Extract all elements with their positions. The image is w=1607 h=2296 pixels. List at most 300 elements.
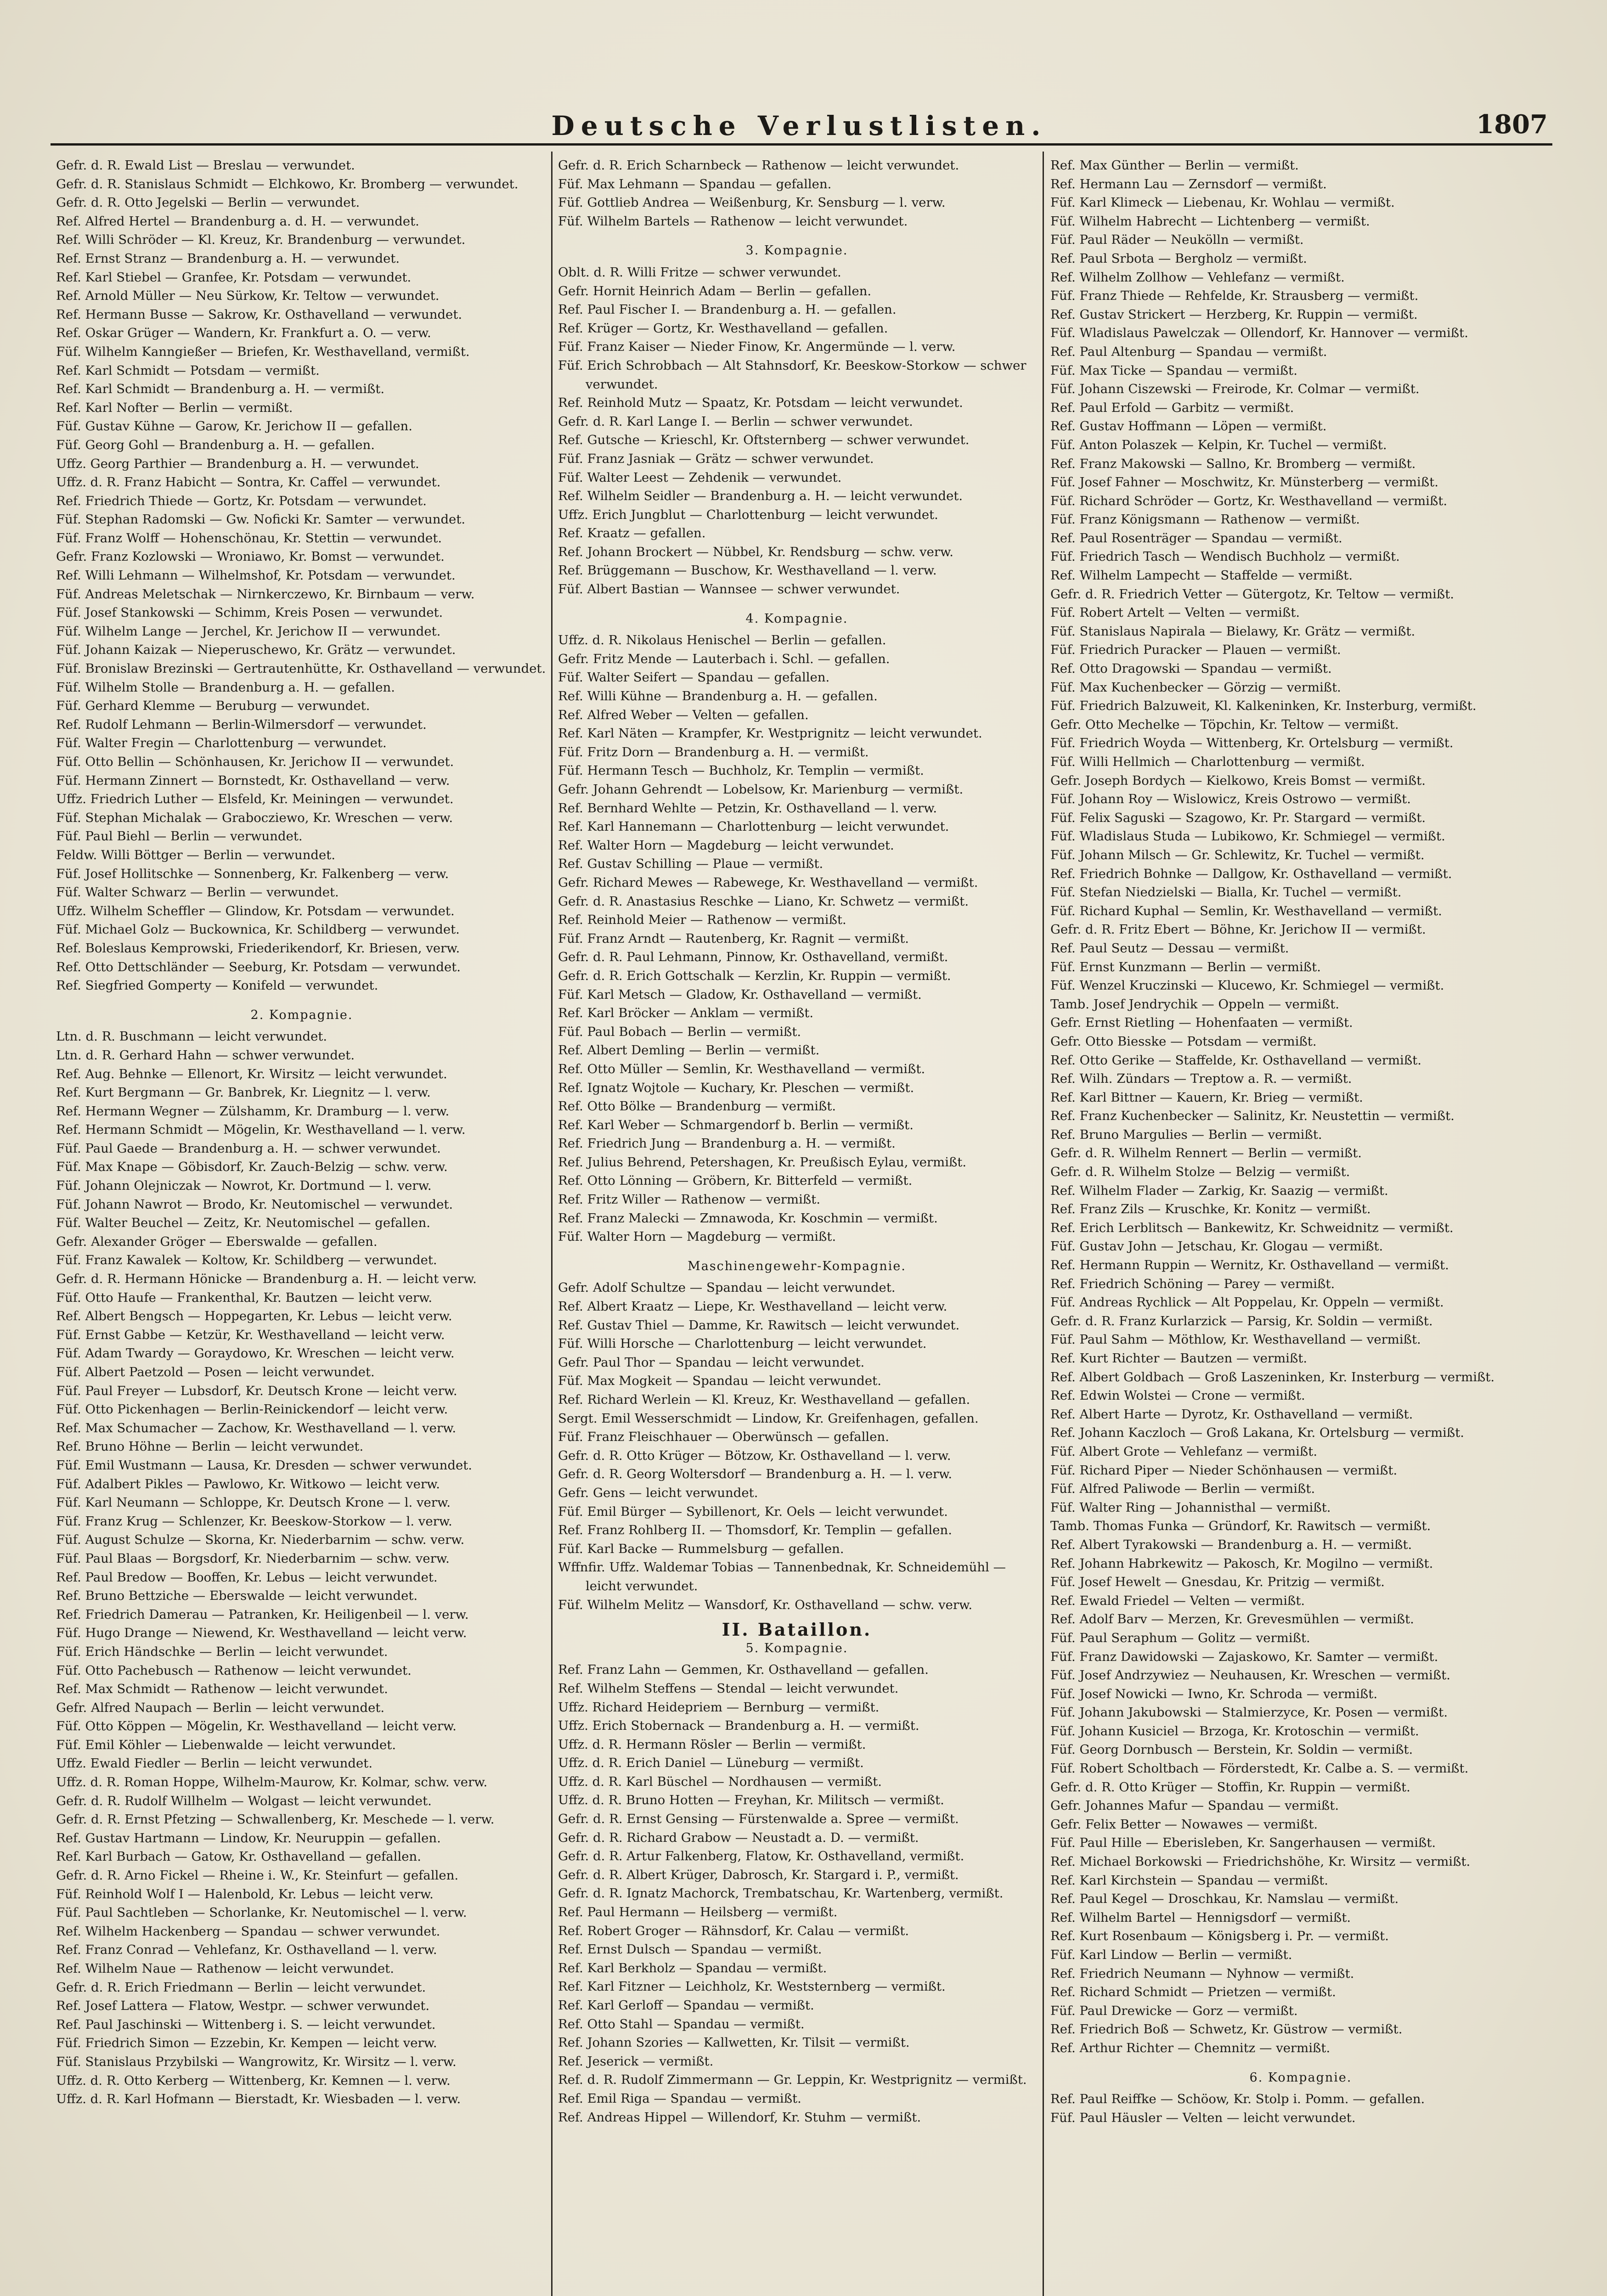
casualty-entry: Ref. Franz Lahn — Gemmen, Kr. Osthavelland — gefallen. — [558, 1662, 929, 1677]
casualty-entry: Ref. Fritz Willer — Rathenow — vermißt. — [558, 1192, 821, 1207]
casualty-entry: Ref. Johann Szories — Kallwetten, Kr. Tilsit — vermißt. — [558, 2035, 910, 2050]
column-2 — [558, 156, 1036, 2127]
casualty-entry: Ref. Otto Müller — Semlin, Kr. Westhavelland — vermißt. — [558, 1061, 925, 1076]
casualty-entry: Ref. Wilhelm Hackenberg — Spandau — schwer verwundet. — [56, 1924, 440, 1939]
casualty-entry: Ref. Paul Seutz — Dessau — vermißt. — [1050, 940, 1289, 956]
casualty-entry: Uffz. Friedrich Luther — Elsfeld, Kr. Meiningen — verwundet. — [56, 792, 454, 807]
casualty-entry: Füf. Gottlieb Andrea — Weißenburg, Kr. Sensburg — l. verw. — [558, 195, 946, 210]
casualty-entry: Füf. Paul Bobach — Berlin — vermißt. — [558, 1024, 801, 1039]
casualty-entry: Füf. Reinhold Wolf I — Halenbold, Kr. Lebus — leicht verw. — [56, 1886, 434, 1902]
casualty-entry: Füf. Hugo Drange — Niewend, Kr. Westhavelland — leicht verw. — [56, 1626, 467, 1641]
casualty-entry: Gefr. d. R. Ernst Pfetzing — Schwallenberg, Kr. Meschede — l. verw. — [56, 1812, 495, 1827]
casualty-entry: Füf. Wladislaus Studa — Lubikowo, Kr. Schmiegel — vermißt. — [1050, 829, 1445, 844]
casualty-entry: Ref. Karl Burbach — Gatow, Kr. Osthavelland — gefallen. — [56, 1849, 422, 1864]
casualty-entry: Ref. Franz Makowski — Sallno, Kr. Bromberg — vermißt. — [1050, 456, 1416, 471]
casualty-entry: Füf. Otto Köppen — Mögelin, Kr. Westhavelland — leicht verw. — [56, 1719, 457, 1734]
casualty-entry: Füf. Friedrich Puracker — Plauen — vermißt. — [1050, 642, 1341, 658]
casualty-entry: Füf. Karl Metsch — Gladow, Kr. Osthavelland — vermißt. — [558, 987, 922, 1002]
casualty-entry: Füf. Georg Dornbusch — Berstein, Kr. Soldin — vermißt. — [1050, 1742, 1413, 1757]
casualty-entry: Füf. Otto Haufe — Frankenthal, Kr. Bautzen — leicht verw. — [56, 1290, 433, 1305]
casualty-entry: Ref. Friedrich Jung — Brandenburg a. H. — vermißt. — [558, 1136, 896, 1151]
casualty-entry: Ref. Wilhelm Zollhow — Vehlefanz — vermißt. — [1050, 270, 1345, 285]
casualty-entry: Gefr. d. R. Anastasius Reschke — Liano, Kr. Schwetz — vermißt. — [558, 894, 969, 909]
casualty-entry: Füf. Karl Backe — Rummelsburg — gefallen. — [558, 1541, 844, 1556]
casualty-entry: Ref. Reinhold Meier — Rathenow — vermißt. — [558, 912, 846, 928]
casualty-entry: Gefr. Johann Gehrendt — Lobelsow, Kr. Marienburg — vermißt. — [558, 782, 964, 797]
casualty-entry: Füf. Albert Paetzold — Posen — leicht verwundet. — [56, 1365, 375, 1379]
casualty-entry: Ref. Wilh. Zündars — Treptow a. R. — vermißt. — [1050, 1071, 1352, 1086]
casualty-entry: Ref. Friedrich Boß — Schwetz, Kr. Güstrow — vermißt. — [1050, 2022, 1403, 2037]
casualty-entry: Uffz. Wilhelm Scheffler — Glindow, Kr. Potsdam — verwundet. — [56, 903, 455, 918]
page-number: 1807 — [1476, 109, 1548, 140]
casualty-entry: Füf. Walter Ring — Johannisthal — vermißt. — [1050, 1500, 1331, 1515]
casualty-entry: Füf. Erich Händschke — Berlin — leicht verwundet. — [56, 1644, 388, 1659]
casualty-entry: Ref. Gustav Schilling — Plaue — vermißt. — [558, 856, 823, 872]
casualty-entry: Füf. Paul Seraphum — Golitz — vermißt. — [1050, 1630, 1310, 1645]
casualty-entry: Ref. Wilhelm Naue — Rathenow — leicht verwundet. — [56, 1961, 394, 1976]
casualty-entry: Ref. Rudolf Lehmann — Berlin-Wilmersdorf — verwundet. — [56, 717, 427, 732]
page-header — [51, 105, 1548, 155]
casualty-entry: Füf. Emil Wustmann — Lausa, Kr. Dresden — schwer verwundet. — [56, 1458, 473, 1473]
casualty-entry: Ref. Willi Kühne — Brandenburg a. H. — gefallen. — [558, 689, 878, 704]
casualty-entry: Ref. Siegfried Gomperty — Konifeld — verwundet. — [56, 978, 378, 993]
column-1 — [56, 156, 547, 2109]
casualty-entry: Füf. Ernst Gabbe — Ketzür, Kr. Westhavelland — leicht verw. — [56, 1327, 445, 1342]
casualty-entry: Ref. Karl Schmidt — Brandenburg a. H. — vermißt. — [56, 382, 385, 397]
casualty-entry: Gefr. d. R. Arno Fickel — Rheine i. W., Kr. Steinfurt — gefallen. — [56, 1868, 459, 1883]
casualty-entry: Füf. Albert Grote — Vehlefanz — vermißt. — [1050, 1444, 1318, 1459]
casualty-entry: Füf. Richard Kuphal — Semlin, Kr. Westhavelland — vermißt. — [1050, 903, 1442, 918]
casualty-entry: Ref. Johann Habrkewitz — Pakosch, Kr. Mogilno — vermißt. — [1050, 1556, 1433, 1571]
casualty-entry: Ref. Kurt Richter — Bautzen — vermißt. — [1050, 1351, 1308, 1366]
casualty-entry: Uffz. d. R. Hermann Rösler — Berlin — vermißt. — [558, 1737, 866, 1752]
casualty-entry: Gefr. Hornit Heinrich Adam — Berlin — gefallen. — [558, 283, 872, 298]
casualty-entry: Ref. Franz Conrad — Vehlefanz, Kr. Osthavelland — l. verw. — [56, 1942, 437, 1958]
casualty-entry: Füf. Johann Ciszewski — Freirode, Kr. Colmar — vermißt. — [1050, 382, 1420, 397]
casualty-entry: Füf. Wilhelm Kanngießer — Briefen, Kr. Westhavelland, vermißt. — [56, 344, 470, 359]
casualty-entry: Ref. Walter Horn — Magdeburg — leicht verwundet. — [558, 838, 894, 853]
casualty-entry: Ref. Bruno Höhne — Berlin — leicht verwundet. — [56, 1439, 364, 1454]
casualty-entry: Füf. Wilhelm Stolle — Brandenburg a. H. — gefallen. — [56, 680, 395, 695]
casualty-entry: Uffz. d. R. Roman Hoppe, Wilhelm-Maurow, Kr. Kolmar, schw. verw. — [56, 1775, 488, 1790]
casualty-entry: Füf. Josef Nowicki — Iwno, Kr. Schroda — vermißt. — [1050, 1686, 1378, 1701]
casualty-entry: Füf. Franz Kaiser — Nieder Finow, Kr. Angermünde — l. verw. — [558, 339, 956, 355]
casualty-entry: Gefr. Fritz Mende — Lauterbach i. Schl. — gefallen. — [558, 651, 890, 666]
casualty-entry: Uffz. Ewald Fiedler — Berlin — leicht verwundet. — [56, 1756, 373, 1771]
casualty-entry: Füf. Stanislaus Napirala — Bielawy, Kr. Grätz — vermißt. — [1050, 624, 1415, 639]
casualty-entry: Gefr. Gens — leicht verwundet. — [558, 1485, 758, 1500]
casualty-entry: Füf. Paul Räder — Neukölln — vermißt. — [1050, 232, 1304, 248]
casualty-entry: Füf. Emil Köhler — Liebenwalde — leicht verwundet. — [56, 1737, 396, 1752]
casualty-entry: Füf. Max Kuchenbecker — Görzig — vermißt. — [1050, 680, 1341, 695]
casualty-entry: Gefr. d. R. Stanislaus Schmidt — Elchkowo, Kr. Bromberg — verwundet. — [56, 176, 519, 191]
column-divider — [1043, 152, 1044, 2296]
casualty-entry: Ref. Karl Gerloff — Spandau — vermißt. — [558, 1998, 814, 2013]
casualty-entry: Füf. Michael Golz — Buckownica, Kr. Schildberg — verwundet. — [56, 922, 460, 937]
casualty-entry: Füf. Stanislaus Przybilski — Wangrowitz, Kr. Wirsitz — l. verw. — [56, 2054, 457, 2069]
casualty-entry: Füf. Gustav John — Jetschau, Kr. Glogau — vermißt. — [1050, 1239, 1383, 1254]
casualty-entry: Gefr. Adolf Schultze — Spandau — leicht verwundet. — [558, 1280, 896, 1295]
casualty-entry: Füf. Wladislaus Pawelczak — Ollendorf, Kr. Hannover — vermißt. — [1050, 326, 1468, 341]
casualty-entry: Gefr. Paul Thor — Spandau — leicht verwundet. — [558, 1355, 865, 1370]
casualty-entry: Füf. Paul Biehl — Berlin — verwundet. — [56, 829, 303, 844]
casualty-entry: Gefr. Alfred Naupach — Berlin — leicht verwundet. — [56, 1700, 385, 1715]
battalion-heading: II. Bataillon. — [722, 1619, 872, 1640]
casualty-entry: Ltn. d. R. Gerhard Hahn — schwer verwundet. — [56, 1047, 355, 1063]
casualty-entry: Ref. Bruno Margulies — Berlin — vermißt. — [1050, 1127, 1322, 1142]
casualty-entry: Füf. Franz Fleischhauer — Oberwünsch — gefallen. — [558, 1429, 889, 1445]
column-divider — [551, 152, 553, 2296]
casualty-entry: Gefr. Richard Mewes — Rabewege, Kr. Westhavelland — vermißt. — [558, 875, 978, 890]
casualty-entry: Füf. Friedrich Woyda — Wittenberg, Kr. Ortelsburg — vermißt. — [1050, 736, 1454, 751]
casualty-entry: Gefr. Ernst Rietling — Hohenfaaten — vermißt. — [1050, 1015, 1353, 1030]
casualty-entry: Ref. Johann Kaczloch — Groß Lakana, Kr. Ortelsburg — vermißt. — [1050, 1425, 1464, 1441]
casualty-entry: Uffz. Erich Stobernack — Brandenburg a. H. — vermißt. — [558, 1718, 919, 1733]
casualty-entry: Gefr. d. R. Otto Jegelski — Berlin — verwundet. — [56, 195, 360, 210]
casualty-entry: Ref. Karl Stiebel — Granfee, Kr. Potsdam — verwundet. — [56, 270, 412, 285]
casualty-entry: Ref. Karl Fitzner — Leichholz, Kr. Weststernberg — vermißt. — [558, 1979, 946, 1994]
casualty-entry: Ref. Paul Altenburg — Spandau — vermißt. — [1050, 344, 1327, 359]
casualty-entry: Füf. August Schulze — Skorna, Kr. Niederbarnim — schw. verw. — [56, 1532, 465, 1548]
casualty-entry: Füf. Walter Seifert — Spandau — gefallen. — [558, 670, 830, 685]
casualty-entry: Füf. Friedrich Balzuweit, Kl. Kalkeninken, Kr. Insterburg, vermißt. — [1050, 698, 1477, 714]
casualty-entry: Ref. Adolf Barv — Merzen, Kr. Grevesmühlen — vermißt. — [1050, 1612, 1414, 1627]
casualty-entry: Ref. Max Günther — Berlin — vermißt. — [1050, 158, 1299, 173]
casualty-entry: Ref. Paul Bredow — Booffen, Kr. Lebus — leicht verwundet. — [56, 1570, 438, 1585]
casualty-entry: Füf. Karl Neumann — Schloppe, Kr. Deutsch Krone — l. verw. — [56, 1495, 451, 1510]
casualty-entry: Ref. Gustav Hoffmann — Löpen — vermißt. — [1050, 419, 1327, 434]
casualty-entry: Gefr. d. R. Erich Scharnbeck — Rathenow — leicht verwundet. — [558, 158, 959, 173]
casualty-entry: Füf. Franz Thiede — Rehfelde, Kr. Strausberg — vermißt. — [1050, 288, 1419, 304]
casualty-entry: Füf. Johann Kaizak — Nieperuschewo, Kr. Grätz — verwundet. — [56, 642, 456, 658]
casualty-entry: Füf. Georg Gohl — Brandenburg a. H. — gefallen. — [56, 437, 375, 452]
casualty-entry: Füf. Wilhelm Habrecht — Lichtenberg — vermißt. — [1050, 214, 1370, 229]
casualty-entry: Ref. Max Schmidt — Rathenow — leicht verwundet. — [56, 1682, 388, 1697]
casualty-entry: Gefr. d. R. Erich Friedmann — Berlin — leicht verwundet. — [56, 1980, 426, 1995]
casualty-entry: Ref. Willi Schröder — Kl. Kreuz, Kr. Brandenburg — verwundet. — [56, 232, 466, 248]
casualty-entry: Füf. Franz Königsmann — Rathenow — vermißt. — [1050, 512, 1360, 527]
casualty-entry: Ref. Friedrich Thiede — Gortz, Kr. Potsdam — verwundet. — [56, 493, 427, 508]
casualty-entry: Füf. Bronislaw Brezinski — Gertrautenhütte, Kr. Osthavelland — verwundet. — [56, 661, 546, 676]
casualty-entry: Füf. Karl Klimeck — Liebenau, Kr. Wohlau — vermißt. — [1050, 195, 1395, 210]
casualty-entry: Gefr. d. R. Rudolf Willhelm — Wolgast — leicht verwundet. — [56, 1793, 432, 1808]
casualty-entry: Ref. Paul Erfold — Garbitz — vermißt. — [1050, 400, 1294, 415]
casualty-entry: Ref. Johann Brockert — Nübbel, Kr. Rendsburg — schw. verw. — [558, 544, 954, 559]
casualty-entry: Ref. Oskar Grüger — Wandern, Kr. Frankfurt a. O. — verw. — [56, 326, 431, 341]
casualty-entry: Füf. Friedrich Tasch — Wendisch Buchholz — vermißt. — [1050, 549, 1400, 564]
casualty-entry: Füf. Paul Hille — Eberisleben, Kr. Sangerhausen — vermißt. — [1050, 1835, 1436, 1851]
casualty-entry: Gefr. Otto Biesske — Potsdam — vermißt. — [1050, 1034, 1317, 1049]
casualty-entry: Füf. Friedrich Simon — Ezzebin, Kr. Kempen — leicht verw. — [56, 2036, 437, 2051]
casualty-entry: Füf. Franz Jasniak — Grätz — schwer verwundet. — [558, 451, 874, 466]
casualty-entry: Füf. Richard Schröder — Gortz, Kr. Westhavelland — vermißt. — [1050, 493, 1448, 508]
casualty-entry: Ref. Otto Stahl — Spandau — vermißt. — [558, 2016, 805, 2032]
casualty-entry: Ref. Paul Kegel — Droschkau, Kr. Namslau — vermißt. — [1050, 1891, 1399, 1907]
casualty-entry: Ref. Otto Lönning — Gröbern, Kr. Bitterfeld — vermißt. — [558, 1173, 913, 1188]
casualty-entry: Füf. Karl Lindow — Berlin — vermißt. — [1050, 1947, 1292, 1962]
casualty-entry: Ref. Edwin Wolstei — Crone — vermißt. — [1050, 1388, 1305, 1403]
casualty-entry: Füf. Emil Bürger — Sybillenort, Kr. Oels — leicht verwundet. — [558, 1504, 948, 1519]
casualty-entry: Ref. Paul Jaschinski — Wittenberg i. S. — leicht verwundet. — [56, 2017, 436, 2032]
casualty-entry: Füf. Albert Bastian — Wannsee — schwer verwundet. — [558, 582, 900, 597]
casualty-entry: Füf. Alfred Paliwode — Berlin — vermißt. — [1050, 1481, 1315, 1497]
casualty-entry: Ref. Franz Malecki — Zmnawoda, Kr. Koschmin — vermißt. — [558, 1210, 938, 1226]
casualty-entry: Füf. Erich Schrobbach — Alt Stahnsdorf, Kr. Beeskow-Storkow — schwer verwundet. — [558, 358, 1026, 392]
page-title: Deutsche Verlustlisten. — [551, 110, 1047, 141]
casualty-entry: Ref. Wilhelm Steffens — Stendal — leicht verwundet. — [558, 1681, 899, 1696]
casualty-entry: Ref. Hermann Busse — Sakrow, Kr. Osthavelland — verwundet. — [56, 307, 462, 322]
casualty-entry: Füf. Anton Polaszek — Kelpin, Kr. Tuchel — vermißt. — [1050, 437, 1387, 452]
casualty-entry: Füf. Franz Wolff — Hohenschönau, Kr. Stettin — verwundet. — [56, 530, 442, 546]
casualty-entry: Ref. Richard Schmidt — Prietzen — vermißt. — [1050, 1985, 1336, 2000]
casualty-entry: Füf. Franz Arndt — Rautenberg, Kr. Ragnit — vermißt. — [558, 931, 909, 946]
casualty-entry: Füf. Johann Roy — Wislowicz, Kreis Ostrowo — vermißt. — [1050, 792, 1411, 807]
casualty-entry: Ref. Aug. Behnke — Ellenort, Kr. Wirsitz — leicht verwundet. — [56, 1066, 447, 1081]
casualty-entry: Füf. Felix Saguski — Szagowo, Kr. Pr. Stargard — vermißt. — [1050, 810, 1426, 825]
casualty-entry: Ref. Bernhard Wehlte — Petzin, Kr. Osthavelland — l. verw. — [558, 800, 937, 816]
casualty-entry: Uffz. d. R. Franz Habicht — Sontra, Kr. Caffel — verwundet. — [56, 475, 441, 490]
casualty-entry: Füf. Wenzel Kruczinski — Klucewo, Kr. Schmiegel — vermißt. — [1050, 978, 1444, 993]
casualty-entry: Füf. Johann Nawrot — Brodo, Kr. Neutomischel — verwundet. — [56, 1197, 453, 1212]
casualty-entry: Tamb. Thomas Funka — Gründorf, Kr. Rawitsch — vermißt. — [1050, 1519, 1431, 1534]
casualty-entry: Ref. Bruno Bettziche — Eberswalde — leicht verwundet. — [56, 1588, 418, 1604]
casualty-entry: Gefr. d. R. Ewald List — Breslau — verwundet. — [56, 158, 355, 173]
casualty-entry: Uffz. d. R. Nikolaus Henischel — Berlin — gefallen. — [558, 633, 886, 648]
casualty-entry: Ref. Wilhelm Seidler — Brandenburg a. H. — leicht verwundet. — [558, 489, 963, 504]
casualty-entry: Ref. Jeserick — vermißt. — [558, 2054, 714, 2069]
casualty-entry: Füf. Stefan Niedzielski — Bialla, Kr. Tuchel — vermißt. — [1050, 885, 1402, 900]
casualty-entry: Gefr. Alexander Gröger — Eberswalde — gefallen. — [56, 1234, 378, 1249]
casualty-entry: Ref. Gustav Thiel — Damme, Kr. Rawitsch — leicht verwundet. — [558, 1317, 960, 1333]
casualty-entry: Gefr. d. R. Karl Lange I. — Berlin — schwer verwundet. — [558, 414, 913, 429]
casualty-entry: Füf. Paul Freyer — Lubsdorf, Kr. Deutsch Krone — leicht verw. — [56, 1383, 457, 1398]
casualty-entry: Ref. Kraatz — gefallen. — [558, 526, 706, 541]
casualty-entry: Ref. Otto Bölke — Brandenburg — vermißt. — [558, 1099, 836, 1114]
casualty-entry: Füf. Johann Kusiciel — Brzoga, Kr. Krotoschin — vermißt. — [1050, 1723, 1419, 1739]
casualty-entry: Gefr. d. R. Otto Krüger — Bötzow, Kr. Osthavelland — l. verw. — [558, 1448, 951, 1463]
casualty-entry: Ref. Karl Schmidt — Potsdam — vermißt. — [56, 363, 320, 378]
casualty-entry: Füf. Andreas Meletschak — Nirnkerczewo, Kr. Birnbaum — verw. — [56, 586, 475, 602]
casualty-entry: Ref. Hermann Schmidt — Mögelin, Kr. Westhavelland — l. verw. — [56, 1122, 466, 1137]
casualty-entry: Ref. Wilhelm Bartel — Hennigsdorf — vermißt. — [1050, 1910, 1351, 1925]
company-heading: 4. Kompagnie. — [745, 611, 848, 626]
casualty-entry: Uffz. d. R. Karl Büschel — Nordhausen — vermißt. — [558, 1774, 882, 1789]
casualty-entry: Ref. Julius Behrend, Petershagen, Kr. Preußisch Eylau, vermißt. — [558, 1154, 967, 1170]
casualty-entry: Ref. Karl Berkholz — Spandau — vermißt. — [558, 1960, 827, 1975]
casualty-entry: Füf. Wilhelm Bartels — Rathenow — leicht verwundet. — [558, 214, 908, 229]
casualty-entry: Füf. Johann Milsch — Gr. Schlewitz, Kr. Tuchel — vermißt. — [1050, 847, 1425, 862]
casualty-entry: Ref. Franz Rohlberg II. — Thomsdorf, Kr. Templin — gefallen. — [558, 1523, 952, 1538]
casualty-entry: Ref. Karl Hannemann — Charlottenburg — leicht verwundet. — [558, 819, 949, 834]
casualty-entry: Ref. Karl Nofter — Berlin — vermißt. — [56, 400, 293, 415]
casualty-entry: Ref. Otto Dragowski — Spandau — vermißt. — [1050, 661, 1332, 676]
casualty-entry: Gefr. d. R. Franz Kurlarzick — Parsig, Kr. Soldin — vermißt. — [1050, 1313, 1433, 1328]
casualty-entry: Füf. Paul Häusler — Velten — leicht verwundet. — [1050, 2110, 1356, 2125]
casualty-entry: Ref. Gustav Hartmann — Lindow, Kr. Neuruppin — gefallen. — [56, 1830, 441, 1846]
casualty-entry: Ref. Albert Kraatz — Liepe, Kr. Westhavelland — leicht verw. — [558, 1299, 947, 1314]
casualty-entry: Ref. Alfred Weber — Velten — gefallen. — [558, 707, 809, 722]
casualty-entry: Feldw. Willi Böttger — Berlin — verwundet. — [56, 847, 336, 862]
casualty-entry: Ref. Michael Borkowski — Friedrichshöhe, Kr. Wirsitz — vermißt. — [1050, 1854, 1471, 1869]
casualty-entry: Ref. Robert Groger — Rähnsdorf, Kr. Calau — vermißt. — [558, 1923, 909, 1938]
casualty-entry: Ref. Albert Tyrakowski — Brandenburg a. H. — vermißt. — [1050, 1537, 1412, 1552]
casualty-entry: Gefr. d. R. Albert Krüger, Dabrosch, Kr. Stargard i. P., vermißt. — [558, 1867, 959, 1882]
casualty-entry: Gefr. d. R. Georg Woltersdorf — Brandenburg a. H. — l. verw. — [558, 1467, 953, 1482]
casualty-entry: Ref. Hermann Wegner — Zülshamm, Kr. Dramburg — l. verw. — [56, 1103, 450, 1119]
casualty-entry: Gefr. Johannes Mafur — Spandau — vermißt. — [1050, 1798, 1339, 1813]
casualty-entry: Ref. Wilhelm Lampecht — Staffelde — vermißt. — [1050, 568, 1353, 583]
casualty-entry: Ref. Krüger — Gortz, Kr. Westhavelland — gefallen. — [558, 321, 888, 336]
casualty-entry: Oblt. d. R. Willi Fritze — schwer verwundet. — [558, 264, 841, 280]
casualty-entry: Füf. Adalbert Pikles — Pawlowo, Kr. Witkowo — leicht verw. — [56, 1476, 440, 1491]
casualty-entry: Füf. Willi Horsche — Charlottenburg — leicht verwundet. — [558, 1336, 927, 1351]
casualty-entry: Uffz. Richard Heidepriem — Bernburg — vermißt. — [558, 1699, 880, 1715]
casualty-entry: Ref. Wilhelm Flader — Zarkig, Kr. Saazig — vermißt. — [1050, 1183, 1388, 1198]
casualty-entry: Ref. Richard Werlein — Kl. Kreuz, Kr. Westhavelland — gefallen. — [558, 1392, 970, 1407]
casualty-entry: Uffz. Georg Parthier — Brandenburg a. H. — verwundet. — [56, 456, 419, 471]
casualty-entry: Ref. Arnold Müller — Neu Sürkow, Kr. Teltow — verwundet. — [56, 288, 440, 304]
casualty-entry: Gefr. d. R. Ernst Gensing — Fürstenwalde a. Spree — vermißt. — [558, 1812, 959, 1827]
casualty-entry: Füf. Otto Bellin — Schönhausen, Kr. Jerichow II — verwundet. — [56, 754, 454, 769]
casualty-entry: Füf. Josef Andrzywiez — Neuhausen, Kr. Wreschen — vermißt. — [1050, 1668, 1451, 1683]
casualty-entry: Füf. Walter Fregin — Charlottenburg — verwundet. — [56, 736, 387, 751]
casualty-entry: Füf. Max Mogkeit — Spandau — leicht verwundet. — [558, 1373, 881, 1389]
casualty-entry: Füf. Walter Beuchel — Zeitz, Kr. Neutomischel — gefallen. — [56, 1216, 431, 1231]
company-heading: Maschinengewehr-Kompagnie. — [688, 1259, 906, 1273]
company-heading: 6. Kompagnie. — [1249, 2070, 1352, 2085]
casualty-entry: Sergt. Emil Wesserschmidt — Lindow, Kr. Greifenhagen, gefallen. — [558, 1411, 979, 1426]
casualty-entry: Füf. Josef Stankowski — Schimm, Kreis Posen — verwundet. — [56, 605, 443, 620]
casualty-entry: Uffz. d. R. Erich Daniel — Lüneburg — vermißt. — [558, 1756, 864, 1771]
casualty-entry: Füf. Willi Hellmich — Charlottenburg — vermißt. — [1050, 754, 1365, 769]
casualty-entry: Füf. Paul Blaas — Borgsdorf, Kr. Niederbarnim — schw. verw. — [56, 1551, 450, 1566]
casualty-entry: Ref. Ignatz Wojtole — Kuchary, Kr. Pleschen — vermißt. — [558, 1080, 914, 1095]
casualty-entry: Füf. Ernst Kunzmann — Berlin — vermißt. — [1050, 959, 1321, 974]
casualty-entry: Füf. Gerhard Klemme — Beruburg — verwundet. — [56, 698, 370, 714]
casualty-entry: Füf. Paul Sahm — Möthlow, Kr. Westhavelland — vermißt. — [1050, 1332, 1421, 1347]
casualty-entry: Ref. Paul Rosenträger — Spandau — vermißt. — [1050, 530, 1342, 546]
casualty-entry: Ref. Friedrich Bohnke — Dallgow, Kr. Osthavelland — vermißt. — [1050, 866, 1452, 881]
casualty-entry: Tamb. Josef Jendrychik — Oppeln — vermißt. — [1050, 996, 1340, 1012]
casualty-entry: Gefr. Joseph Bordych — Kielkowo, Kreis Bomst — vermißt. — [1050, 773, 1426, 788]
casualty-entry: Füf. Max Knape — Göbisdorf, Kr. Zauch-Belzig — schw. verw. — [56, 1159, 448, 1175]
casualty-entry: Füf. Johann Olejniczak — Nowrot, Kr. Dortmund — l. verw. — [56, 1178, 432, 1193]
casualty-entry: Füf. Wilhelm Melitz — Wansdorf, Kr. Osthavelland — schw. verw. — [558, 1597, 973, 1612]
casualty-entry: Ref. Franz Kuchenbecker — Salinitz, Kr. Neustettin — vermißt. — [1050, 1109, 1455, 1124]
casualty-entry: Ref. Albert Demling — Berlin — vermißt. — [558, 1043, 820, 1058]
casualty-entry: Ref. Paul Hermann — Heilsberg — vermißt. — [558, 1905, 838, 1920]
casualty-entry: Füf. Adam Twardy — Goraydowo, Kr. Wreschen — leicht verw. — [56, 1346, 455, 1361]
casualty-entry: Füf. Stephan Radomski — Gw. Noficki Kr. Samter — verwundet. — [56, 512, 466, 527]
casualty-entry: Füf. Paul Gaede — Brandenburg a. H. — schwer verwundet. — [56, 1141, 441, 1156]
casualty-entry: Ref. Hermann Ruppin — Wernitz, Kr. Osthavelland — vermißt. — [1050, 1258, 1449, 1273]
casualty-entry: Ref. Andreas Hippel — Willendorf, Kr. Stuhm — vermißt. — [558, 2110, 921, 2125]
casualty-entry: Gefr. d. R. Artur Falkenberg, Flatow, Kr. Osthavelland, vermißt. — [558, 1849, 964, 1864]
casualty-entry: Ref. Karl Bittner — Kauern, Kr. Brieg — vermißt. — [1050, 1090, 1363, 1105]
casualty-entry: Ref. Reinhold Mutz — Spaatz, Kr. Potsdam — leicht verwundet. — [558, 395, 963, 411]
casualty-entry: Füf. Max Ticke — Spandau — vermißt. — [1050, 363, 1297, 378]
casualty-entry: Gefr. d. R. Wilhelm Stolze — Belzig — vermißt. — [1050, 1165, 1350, 1180]
casualty-entry: Ref. Hermann Lau — Zernsdorf — vermißt. — [1050, 176, 1327, 191]
casualty-entry: Ref. Paul Fischer I. — Brandenburg a. H. — gefallen. — [558, 302, 897, 317]
casualty-entry: Ref. Albert Goldbach — Groß Laszeninken, Kr. Insterburg — vermißt. — [1050, 1369, 1495, 1384]
casualty-entry: Ref. Boleslaus Kemprowski, Friederikendorf, Kr. Briesen, verw. — [56, 940, 460, 956]
casualty-entry: Ref. Kurt Bergmann — Gr. Banbrek, Kr. Liegnitz — l. verw. — [56, 1085, 431, 1100]
casualty-entry: Gefr. d. R. Wilhelm Rennert — Berlin — vermißt. — [1050, 1146, 1362, 1161]
casualty-entry: Ref. Max Schumacher — Zachow, Kr. Westhavelland — l. verw. — [56, 1420, 457, 1435]
casualty-entry: Gefr. Franz Kozlowski — Wroniawo, Kr. Bomst — verwundet. — [56, 549, 445, 564]
casualty-entry: Füf. Andreas Rychlick — Alt Poppelau, Kr. Oppeln — vermißt. — [1050, 1295, 1444, 1310]
casualty-entry: Füf. Stephan Michalak — Grabocziewo, Kr. Wreschen — verw. — [56, 810, 453, 825]
column-3 — [1050, 156, 1551, 2127]
casualty-entry: Füf. Gustav Kühne — Garow, Kr. Jerichow II — gefallen. — [56, 419, 412, 434]
casualty-entry: Füf. Paul Sachtleben — Schorlanke, Kr. Neutomischel — l. verw. — [56, 1905, 467, 1920]
casualty-entry: Gefr. d. R. Hermann Hönicke — Brandenburg a. H. — leicht verw. — [56, 1272, 477, 1287]
casualty-entry: Ref. Erich Lerblitsch — Bankewitz, Kr. Schweidnitz — vermißt. — [1050, 1220, 1454, 1235]
casualty-entry: Ref. Ernst Dulsch — Spandau — vermißt. — [558, 1942, 822, 1957]
company-heading: 2. Kompagnie. — [250, 1007, 353, 1022]
casualty-entry: Ltn. d. R. Buschmann — leicht verwundet. — [56, 1029, 327, 1044]
casualty-entry: Gefr. d. R. Fritz Ebert — Böhne, Kr. Jerichow II — vermißt. — [1050, 922, 1426, 937]
casualty-entry: Ref. Ernst Stranz — Brandenburg a. H. — verwundet. — [56, 251, 400, 266]
casualty-entry: Ref. Friedrich Damerau — Patranken, Kr. Heiligenbeil — l. verw. — [56, 1607, 469, 1622]
casualty-entry: Uffz. Erich Jungblut — Charlottenburg — leicht verwundet. — [558, 507, 938, 522]
casualty-entry: Ref. Willi Lehmann — Wilhelmshof, Kr. Potsdam — verwundet. — [56, 568, 456, 583]
casualty-entry: Gefr. d. R. Erich Gottschalk — Kerzlin, Kr. Ruppin — vermißt. — [558, 968, 951, 983]
casualty-entry: Uffz. d. R. Karl Hofmann — Bierstadt, Kr. Wiesbaden — l. verw. — [56, 2092, 461, 2107]
casualty-entry: Gefr. Felix Better — Nowawes — vermißt. — [1050, 1817, 1318, 1832]
casualty-entry: Ref. Friedrich Schöning — Parey — vermißt. — [1050, 1276, 1335, 1291]
casualty-entry: Füf. Otto Pachebusch — Rathenow — leicht verwundet. — [56, 1663, 412, 1678]
casualty-entry: Ref. Franz Zils — Kruschke, Kr. Konitz — vermißt. — [1050, 1202, 1371, 1217]
casualty-entry: Ref. Albert Bengsch — Hoppegarten, Kr. Lebus — leicht verw. — [56, 1309, 452, 1324]
casualty-entry: Gefr. d. R. Otto Krüger — Stoffin, Kr. Ruppin — vermißt. — [1050, 1779, 1410, 1795]
casualty-entry: Ref. Alfred Hertel — Brandenburg a. d. H. — verwundet. — [56, 214, 419, 229]
casualty-entry: Ref. Karl Näten — Krampfer, Kr. Westprignitz — leicht verwundet. — [558, 726, 982, 741]
casualty-entry: Füf. Robert Artelt — Velten — vermißt. — [1050, 605, 1300, 620]
casualty-entry: Ref. Otto Dettschländer — Seeburg, Kr. Potsdam — verwundet. — [56, 959, 461, 974]
casualty-entry: Füf. Hermann Tesch — Buchholz, Kr. Templin — vermißt. — [558, 763, 924, 778]
company-heading: 3. Kompagnie. — [745, 243, 848, 258]
casualty-entry: Gefr. d. R. Paul Lehmann, Pinnow, Kr. Osthavelland, vermißt. — [558, 950, 948, 965]
casualty-entry: Ref. Karl Weber — Schmargendorf b. Berlin — vermißt. — [558, 1117, 913, 1132]
casualty-entry: Füf. Paul Drewicke — Gorz — vermißt. — [1050, 2003, 1298, 2018]
casualty-entry: Füf. Franz Kawalek — Koltow, Kr. Schildberg — verwundet. — [56, 1253, 437, 1268]
casualty-entry: Ref. Brüggemann — Buschow, Kr. Westhavelland — l. verw. — [558, 563, 937, 578]
casualty-entry: Füf. Franz Dawidowski — Zajaskowo, Kr. Samter — vermißt. — [1050, 1649, 1438, 1664]
casualty-entry: Füf. Wilhelm Lange — Jerchel, Kr. Jerichow II — verwundet. — [56, 624, 441, 639]
casualty-entry: Ref. Paul Reiffke — Schöow, Kr. Stolp i. Pomm. — gefallen. — [1050, 2092, 1425, 2107]
casualty-entry: Füf. Walter Schwarz — Berlin — verwundet. — [56, 885, 339, 900]
casualty-entry: Ref. Emil Riga — Spandau — vermißt. — [558, 2091, 801, 2106]
casualty-entry: Wffnfir. Uffz. Waldemar Tobias — Tannenbednak, Kr. Schneidemühl — leicht verwundet. — [558, 1560, 1006, 1593]
casualty-entry: Ref. Albert Harte — Dyrotz, Kr. Osthavelland — vermißt. — [1050, 1407, 1413, 1422]
casualty-entry: Gefr. Otto Mechelke — Töpchin, Kr. Teltow — vermißt. — [1050, 717, 1399, 732]
casualty-entry: Ref. Karl Kirchstein — Spandau — vermißt. — [1050, 1873, 1329, 1888]
header-rule — [51, 143, 1552, 146]
casualty-entry: Füf. Robert Scholtbach — Förderstedt, Kr. Calbe a. S. — vermißt. — [1050, 1761, 1469, 1776]
casualty-entry: Füf. Hermann Zinnert — Bornstedt, Kr. Osthavelland — verw. — [56, 773, 450, 788]
casualty-entry: Füf. Josef Fahner — Moschwitz, Kr. Münsterberg — vermißt. — [1050, 475, 1439, 490]
company-heading: 5. Kompagnie. — [745, 1641, 848, 1655]
casualty-entry: Ref. Karl Bröcker — Anklam — vermißt. — [558, 1006, 814, 1021]
casualty-entry: Füf. Walter Leest — Zehdenik — verwundet. — [558, 470, 842, 485]
casualty-entry: Füf. Richard Piper — Nieder Schönhausen — vermißt. — [1050, 1463, 1398, 1478]
casualty-entry: Ref. Otto Gerike — Staffelde, Kr. Osthavelland — vermißt. — [1050, 1052, 1422, 1068]
casualty-entry: Füf. Max Lehmann — Spandau — gefallen. — [558, 176, 832, 191]
casualty-entry: Gefr. d. R. Friedrich Vetter — Gütergotz, Kr. Teltow — vermißt. — [1050, 586, 1454, 602]
casualty-entry: Füf. Walter Horn — Magdeburg — vermißt. — [558, 1229, 836, 1244]
